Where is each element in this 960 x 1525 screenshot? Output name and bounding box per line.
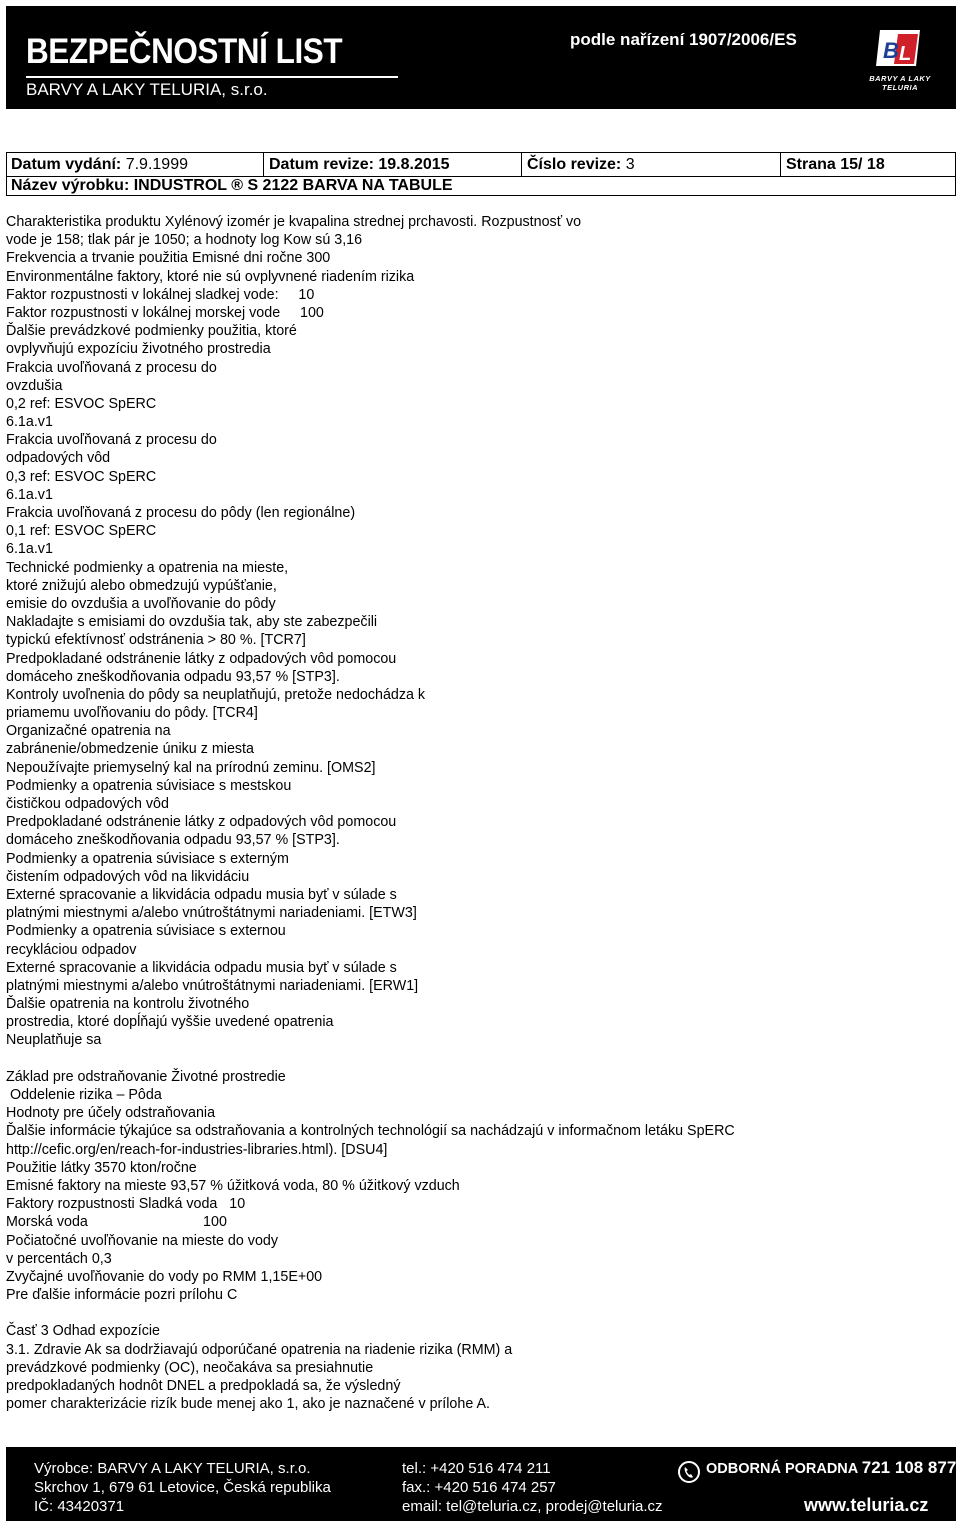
document-title: BEZPEČNOSTNÍ LIST bbox=[26, 32, 343, 71]
body-line: prostredia, ktoré dopĺňajú vyššie uvedené opatrenia bbox=[6, 1014, 334, 1031]
revision-date: Datum revize: 19.8.2015 bbox=[269, 156, 450, 173]
body-line: Environmentálne faktory, ktoré nie sú ovplyvnené riadením rizika bbox=[6, 268, 415, 285]
body-line: čistením odpadových vôd na likvidáciu bbox=[6, 868, 250, 885]
body-line: Frakcia uvoľňovaná z procesu do bbox=[6, 432, 217, 449]
body-line: Frekvencia a trvanie použitia Emisné dni ročne 300 bbox=[6, 250, 331, 267]
body-line: čističkou odpadových vôd bbox=[6, 796, 169, 812]
body-line: Nepoužívajte priemyselný kal na prírodnú zeminu. [OMS2] bbox=[6, 759, 376, 776]
body-line: platnými miestnymi a/alebo vnútroštátnymi nariadeniami. [ETW3] bbox=[6, 905, 417, 922]
body-line: Faktor rozpustnosti v lokálnej morskej vode 100 bbox=[6, 304, 324, 321]
body-line: 0,2 ref: ESVOC SpERC bbox=[6, 395, 157, 412]
body-line: predpokladaných hodnôt DNEL a predpokladá sa, že výsledný bbox=[6, 1378, 401, 1394]
body-line: Organizačné opatrenia na bbox=[6, 723, 171, 740]
revision-number: Číslo revize: 3 bbox=[527, 156, 635, 173]
regulation-reference: podle nařízení 1907/2006/ES bbox=[570, 30, 797, 49]
body-line: 0,3 ref: ESVOC SpERC bbox=[6, 468, 157, 485]
body-line: ovzdušia bbox=[6, 377, 63, 394]
body-line: typickú efektívnosť odstránenia > 80 %. [TCR7] bbox=[6, 632, 306, 649]
advice-line: ODBORNÁ PORADNA 721 108 877 bbox=[706, 1458, 957, 1477]
svg-text:B: B bbox=[883, 38, 899, 63]
footer-contacts: tel.: +420 516 474 211 fax.: +420 516 474 257 email: tel@teluria.cz, prodej@teluria.cz bbox=[402, 1460, 663, 1515]
body-line: Frakcia uvoľňovaná z procesu do bbox=[6, 359, 217, 376]
body-line: zabránenie/obmedzenie úniku z miesta bbox=[6, 741, 254, 758]
info-row-dates bbox=[7, 153, 955, 176]
body-line: 6.1a.v1 bbox=[6, 541, 53, 558]
body-line: Externé spracovanie a likvidácia odpadu musia byť v súlade s bbox=[6, 959, 397, 976]
body-line: domáceho zneškodňovania odpadu 93,57 % [STP3]. bbox=[6, 668, 340, 685]
body-line: odpadových vôd bbox=[6, 450, 111, 467]
body-line bbox=[6, 1050, 906, 1068]
document-body bbox=[6, 213, 906, 1413]
body-line: http://cefic.org/en/reach-for-industries-libraries.html). [DSU4] bbox=[6, 1141, 388, 1158]
body-line: Podmienky a opatrenia súvisiace s mestskou bbox=[6, 777, 292, 794]
body-line: prevádzkové podmienky (OC), neočakáva sa presiahnutie bbox=[6, 1359, 374, 1376]
body-line: Faktor rozpustnosti v lokálnej sladkej vode: 10 bbox=[6, 286, 315, 303]
body-line: Predpokladané odstránenie látky z odpadových vôd pomocou bbox=[6, 814, 397, 831]
body-line: recykláciou odpadov bbox=[6, 941, 137, 958]
body-line bbox=[6, 1304, 906, 1322]
body-line: Predpokladané odstránenie látky z odpadových vôd pomocou bbox=[6, 650, 397, 667]
body-line: 0,1 ref: ESVOC SpERC bbox=[6, 523, 157, 540]
body-line: Charakteristika produktu Xylénový izomér je kvapalina strednej prchavosti. Rozpustnosť vo bbox=[6, 214, 582, 230]
body-line: Pre ďalšie informácie pozri prílohu C bbox=[6, 1287, 238, 1304]
company-logo bbox=[858, 26, 942, 98]
logo-mark-icon bbox=[858, 26, 942, 74]
header-banner bbox=[6, 6, 956, 109]
website-link[interactable]: www.teluria.cz bbox=[804, 1495, 929, 1515]
body-line: Morská voda 100 bbox=[6, 1214, 227, 1231]
page-number: Strana 15/ 18 bbox=[786, 156, 885, 173]
body-line: Nakladajte s emisiami do ovzdušia tak, aby ste zabezpečili bbox=[6, 614, 378, 631]
body-line: Ďalšie opatrenia na kontrolu životného bbox=[6, 996, 250, 1013]
svg-text:L: L bbox=[899, 43, 912, 65]
phone-icon bbox=[678, 1461, 700, 1483]
body-line: Emisné faktory na mieste 93,57 % úžitková voda, 80 % úžitkový vzduch bbox=[6, 1177, 460, 1194]
body-line: Faktory rozpustnosti Sladká voda 10 bbox=[6, 1196, 246, 1213]
body-line: Podmienky a opatrenia súvisiace s externým bbox=[6, 850, 289, 867]
body-line: Základ pre odstraňovanie Životné prostredie bbox=[6, 1068, 286, 1085]
body-line: vode je 158; tlak pár je 1050; a hodnoty log Kow sú 3,16 bbox=[6, 232, 363, 249]
body-line: ktoré znižujú alebo obmedzujú vypúšťanie, bbox=[6, 577, 277, 594]
title-underline bbox=[26, 76, 398, 78]
body-line: Použitie látky 3570 kton/ročne bbox=[6, 1159, 197, 1176]
body-line: Ďalšie prevádzkové podmienky použitia, ktoré bbox=[6, 323, 297, 340]
divider bbox=[521, 153, 522, 176]
logo-text: BARVY A LAKY TELURIA bbox=[869, 74, 931, 92]
divider bbox=[780, 153, 781, 176]
body-line: Časť 3 Odhad expozície bbox=[6, 1323, 160, 1340]
company-name: BARVY A LAKY TELURIA, s.r.o. bbox=[26, 80, 268, 99]
body-line: Ďalšie informácie týkajúce sa odstraňovania a kontrolných technológií sa nachádzajú v informačnom letáku SpERC bbox=[6, 1123, 735, 1140]
body-line: Neuplatňuje sa bbox=[6, 1032, 102, 1049]
body-line: pomer charakterizácie rizík bude menej ako 1, ako je naznačené v prílohe A. bbox=[6, 1396, 490, 1413]
body-line: priamemu uvoľňovaniu do pôdy. [TCR4] bbox=[6, 705, 258, 722]
footer-banner bbox=[6, 1447, 956, 1521]
body-line: Oddelenie rizika – Pôda bbox=[6, 1087, 162, 1103]
body-line: Podmienky a opatrenia súvisiace s externou bbox=[6, 923, 286, 940]
footer-company-info: Výrobce: BARVY A LAKY TELURIA, s.r.o. Skrchov 1, 679 61 Letovice, Česká republika IČ: 43420371 bbox=[34, 1460, 331, 1515]
issue-date: Datum vydání: 7.9.1999 bbox=[11, 156, 188, 173]
body-line: Kontroly uvoľnenia do pôdy sa neuplatňujú, pretože nedochádza k bbox=[6, 686, 426, 703]
document-info-table bbox=[6, 152, 956, 196]
body-line: ovplyvňujú expozíciu životného prostredia bbox=[6, 341, 271, 358]
body-line: platnými miestnymi a/alebo vnútroštátnymi nariadeniami. [ERW1] bbox=[6, 977, 419, 994]
body-line: Externé spracovanie a likvidácia odpadu musia byť v súlade s bbox=[6, 886, 397, 903]
body-line: Zvyčajné uvoľňovanie do vody po RMM 1,15E+00 bbox=[6, 1268, 323, 1285]
body-line: 6.1a.v1 bbox=[6, 486, 53, 503]
body-line: Frakcia uvoľňovaná z procesu do pôdy (len regionálne) bbox=[6, 505, 356, 521]
body-line: emisie do ovzdušia a uvoľňovanie do pôdy bbox=[6, 595, 276, 612]
body-line: Počiatočné uvoľňovanie na mieste do vody bbox=[6, 1232, 279, 1249]
body-line: v percentách 0,3 bbox=[6, 1250, 112, 1267]
body-line: 6.1a.v1 bbox=[6, 414, 53, 431]
body-line: 3.1. Zdravie Ak sa dodržiavajú odporúčané opatrenia na riadenie rizika (RMM) a bbox=[6, 1341, 513, 1358]
info-row-product bbox=[7, 176, 955, 196]
divider bbox=[263, 153, 264, 176]
body-line: Technické podmienky a opatrenia na mieste, bbox=[6, 559, 289, 576]
body-line: domáceho zneškodňovania odpadu 93,57 % [STP3]. bbox=[6, 832, 340, 849]
body-line: Hodnoty pre účely odstraňovania bbox=[6, 1105, 216, 1122]
product-name: Název výrobku: INDUSTROL ® S 2122 BARVA NA TABULE bbox=[11, 177, 453, 194]
